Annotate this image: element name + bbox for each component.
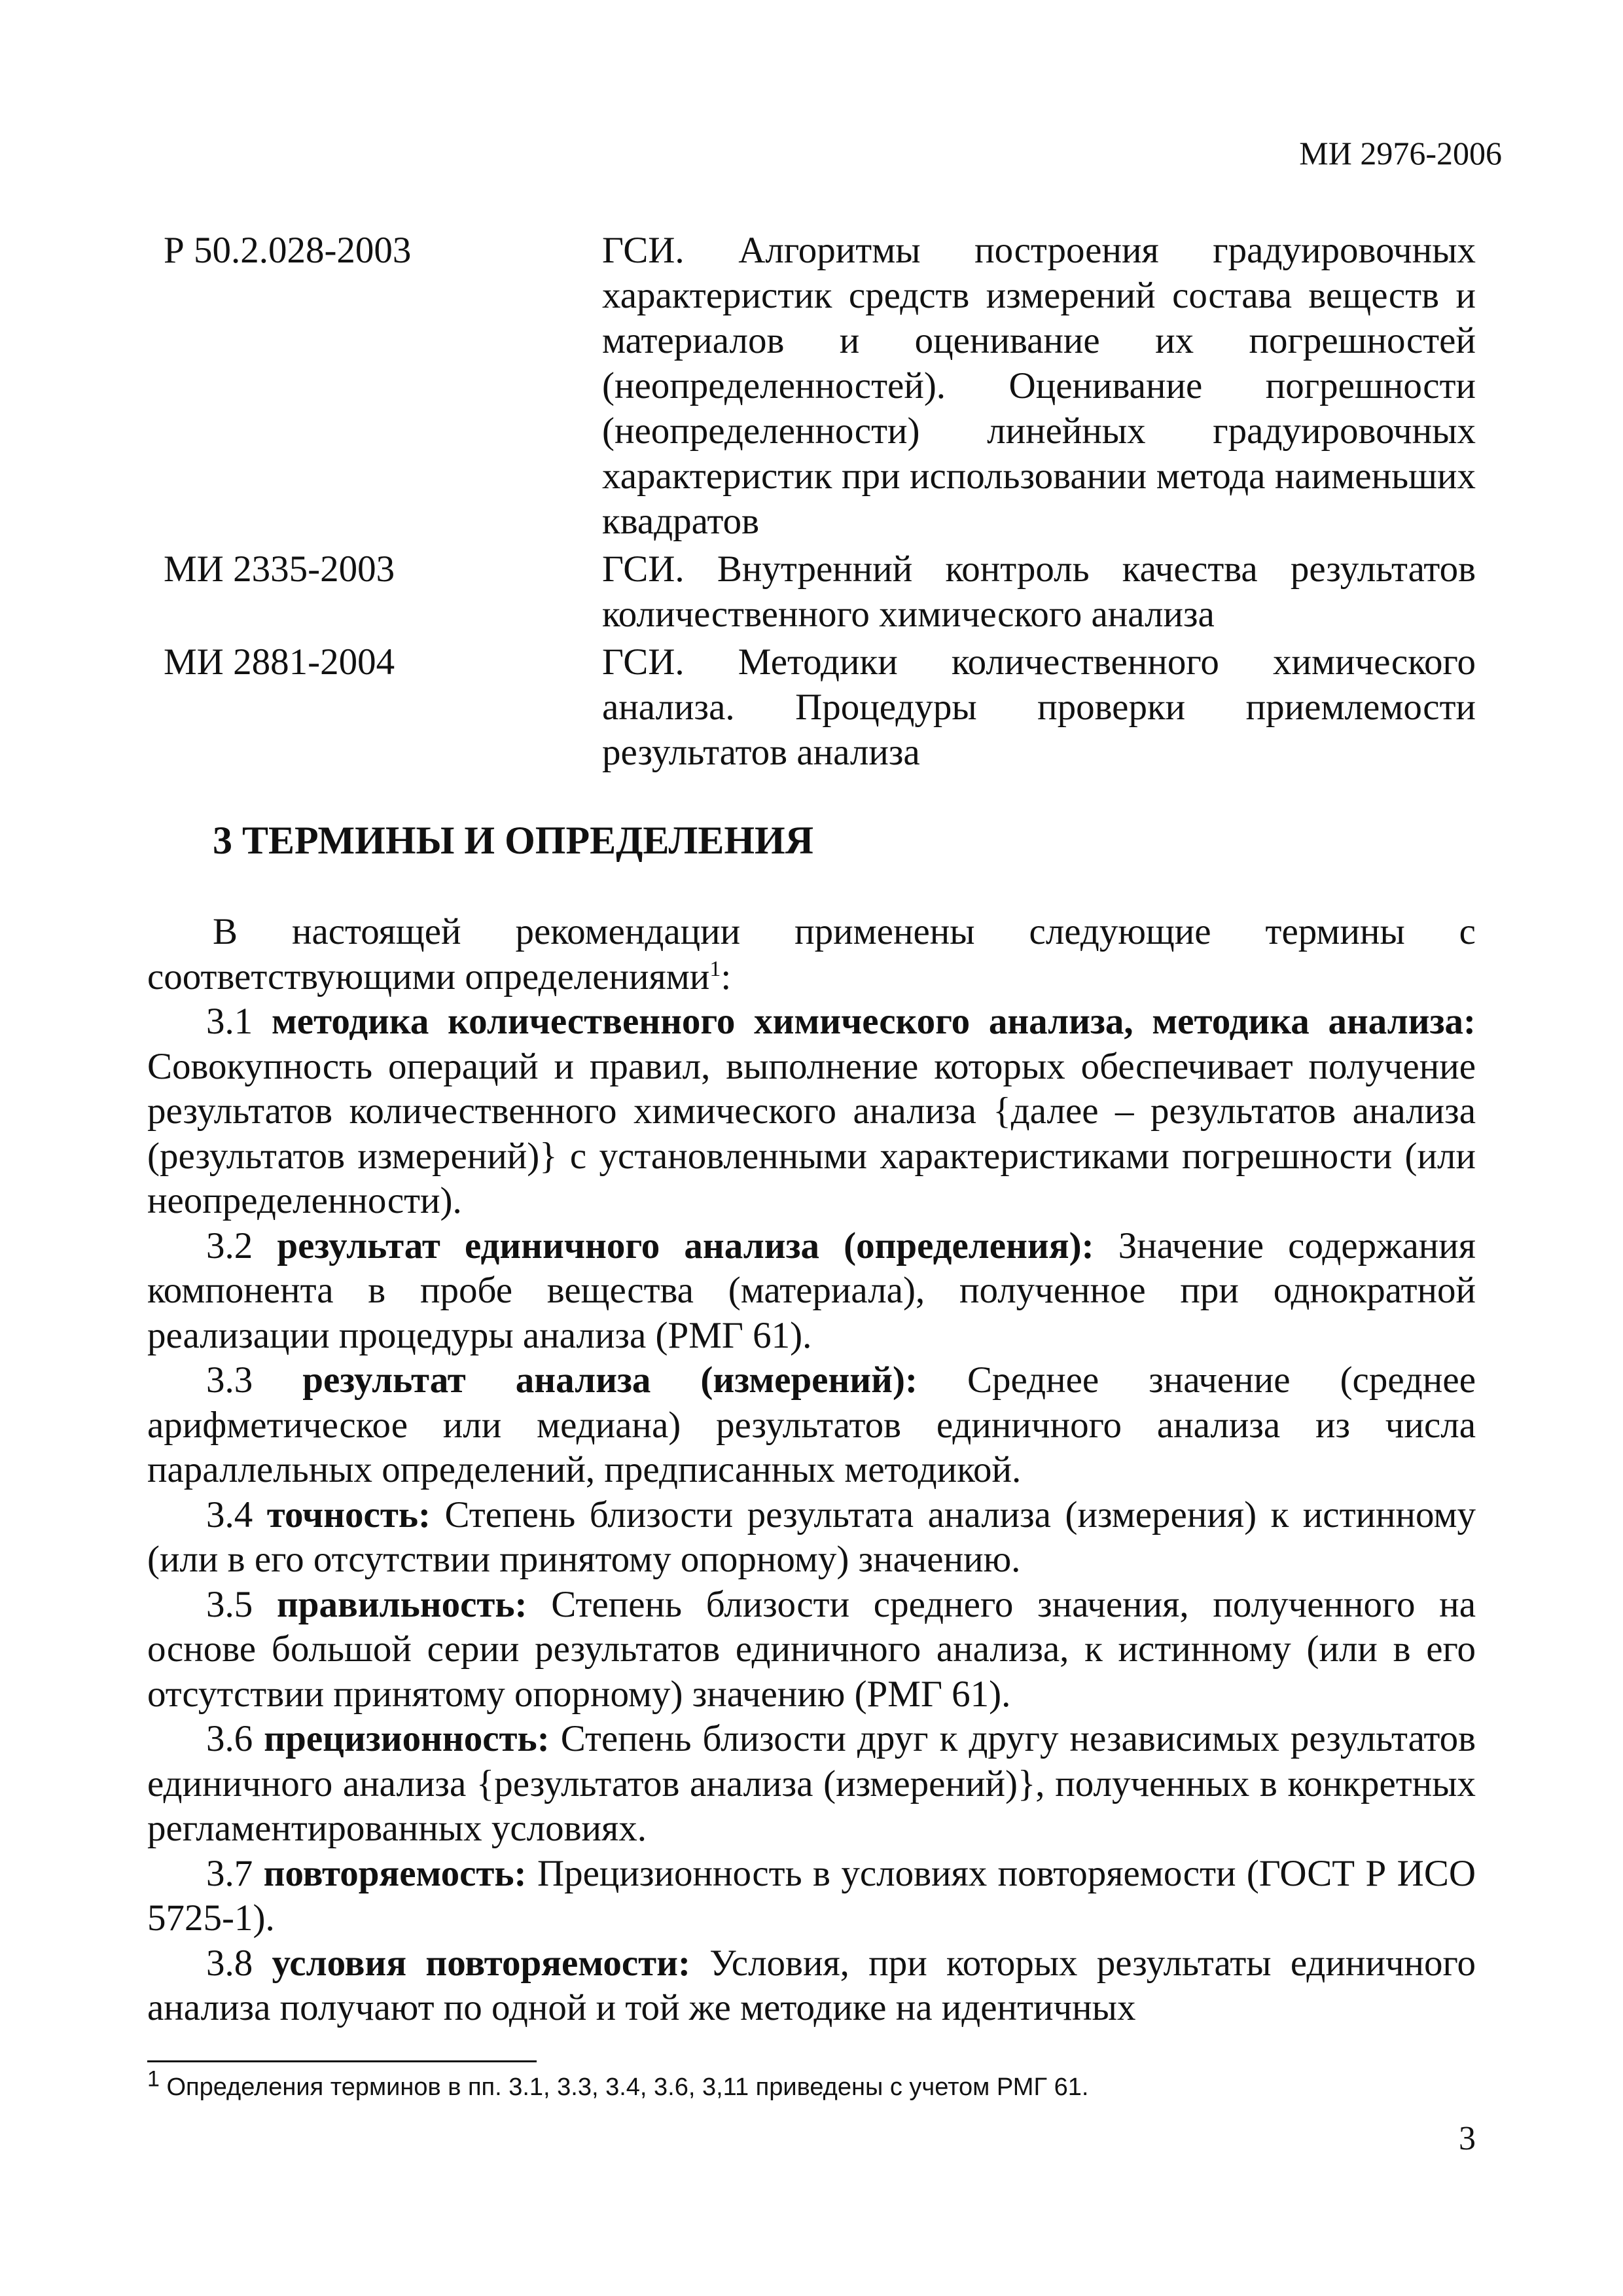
footnote-mark: 1 xyxy=(709,956,721,981)
term-definition: Совокупность операций и правил, выполнение которых обеспечивает получение результатов количественного химического анализа {далее – результатов анализа (результатов измерений)} с установленными характеристиками погрешности (или неопределенности). xyxy=(147,1045,1476,1221)
term-number: 3.5 xyxy=(206,1583,253,1625)
document-code-header: МИ 2976-2006 xyxy=(1299,135,1502,171)
term-number: 3.4 xyxy=(206,1494,253,1535)
term-paragraph xyxy=(147,1358,1476,1493)
page-number: 3 xyxy=(1459,2120,1476,2157)
term-definition: Степень близости друг к другу независимых результатов единичного анализа {результатов анализа (измерений)}, полученных в конкретных регламентированных условиях. xyxy=(147,1718,1476,1849)
term-name: результат единичного анализа (определения): xyxy=(277,1225,1094,1266)
term-definition: Среднее значение (среднее арифметическое или медиана) результатов единичного анализа из числа параллельных определений, предписанных методикой. xyxy=(147,1359,1476,1490)
intro-text: В настоящей рекомендации применены следующие термины с соответствующими определениями xyxy=(147,911,1476,997)
section-body xyxy=(147,910,1476,2031)
term-name: повторяемость: xyxy=(263,1852,527,1894)
term-number: 3.7 xyxy=(206,1852,253,1894)
reference-row xyxy=(164,639,1476,775)
reference-title: ГСИ. Алгоритмы построения градуировочных характеристик средств измерений состава веществ и материалов и оценивание их погрешностей (неопределенностей). Оценивание погрешности (неопределенности) линейных градуировочных характеристик при использовании метода наименьших квадратов xyxy=(602,230,1476,542)
term-name: правильность: xyxy=(276,1583,527,1625)
term-definition: Степень близости результата анализа (измерения) к истинному (или в его отсутствии принятому опорному) значению. xyxy=(147,1494,1476,1580)
reference-code: МИ 2335-2003 xyxy=(164,548,395,590)
footnote-text: Определения терминов в пп. 3.1, 3.3, 3.4, 3.6, 3,11 приведены с учетом РМГ 61. xyxy=(166,2073,1089,2101)
term-number: 3.6 xyxy=(206,1718,253,1759)
term-name: результат анализа (измерений): xyxy=(302,1359,918,1401)
term-number: 3.2 xyxy=(206,1225,253,1266)
section-heading: 3 ТЕРМИНЫ И ОПРЕДЕЛЕНИЯ xyxy=(213,819,814,862)
reference-title: ГСИ. Методики количественного химического анализа. Процедуры проверки приемлемости результатов анализа xyxy=(602,641,1476,773)
intro-end: : xyxy=(721,956,732,997)
term-name: точность: xyxy=(266,1494,431,1535)
reference-title: ГСИ. Внутренний контроль качества результатов количественного химического анализа xyxy=(602,548,1476,635)
term-paragraph xyxy=(147,1717,1476,1852)
term-paragraph xyxy=(147,1224,1476,1359)
intro-paragraph xyxy=(147,910,1476,999)
reference-row xyxy=(164,228,1476,544)
term-name: методика количественного химического анализа, методика анализа: xyxy=(271,1001,1476,1042)
term-paragraph xyxy=(147,1852,1476,1941)
term-definition: Прецизионность в условиях повторяемости (ГОСТ Р ИСО 5725-1). xyxy=(147,1852,1476,1939)
term-definition: Значение содержания компонента в пробе вещества (материала), полученное при однократной реализации процедуры анализа (РМГ 61). xyxy=(147,1225,1476,1356)
term-paragraph xyxy=(147,1583,1476,1717)
footnote-mark: 1 xyxy=(147,2066,160,2092)
term-paragraph xyxy=(147,1493,1476,1583)
footnote xyxy=(147,2066,1089,2102)
term-name: условия повторяемости: xyxy=(272,1942,690,1984)
reference-code: МИ 2881-2004 xyxy=(164,641,395,683)
normative-references-table xyxy=(164,228,1476,775)
term-number: 3.8 xyxy=(206,1942,253,1984)
term-definition: Условия, при которых результаты единичного анализа получают по одной и той же методике на идентичных xyxy=(147,1942,1476,2028)
term-name: прецизионность: xyxy=(264,1718,550,1759)
reference-row xyxy=(164,547,1476,637)
term-paragraph xyxy=(147,999,1476,1224)
footnote-divider xyxy=(147,2060,537,2062)
reference-code: Р 50.2.028-2003 xyxy=(164,230,412,271)
term-number: 3.1 xyxy=(206,1001,253,1042)
term-number: 3.3 xyxy=(206,1359,253,1401)
term-paragraph xyxy=(147,1941,1476,2031)
term-definition: Степень близости среднего значения, полученного на основе большой серии результатов единичного анализа, к истинному (или в его отсутствии принятому опорному) значению (РМГ 61). xyxy=(147,1583,1476,1715)
